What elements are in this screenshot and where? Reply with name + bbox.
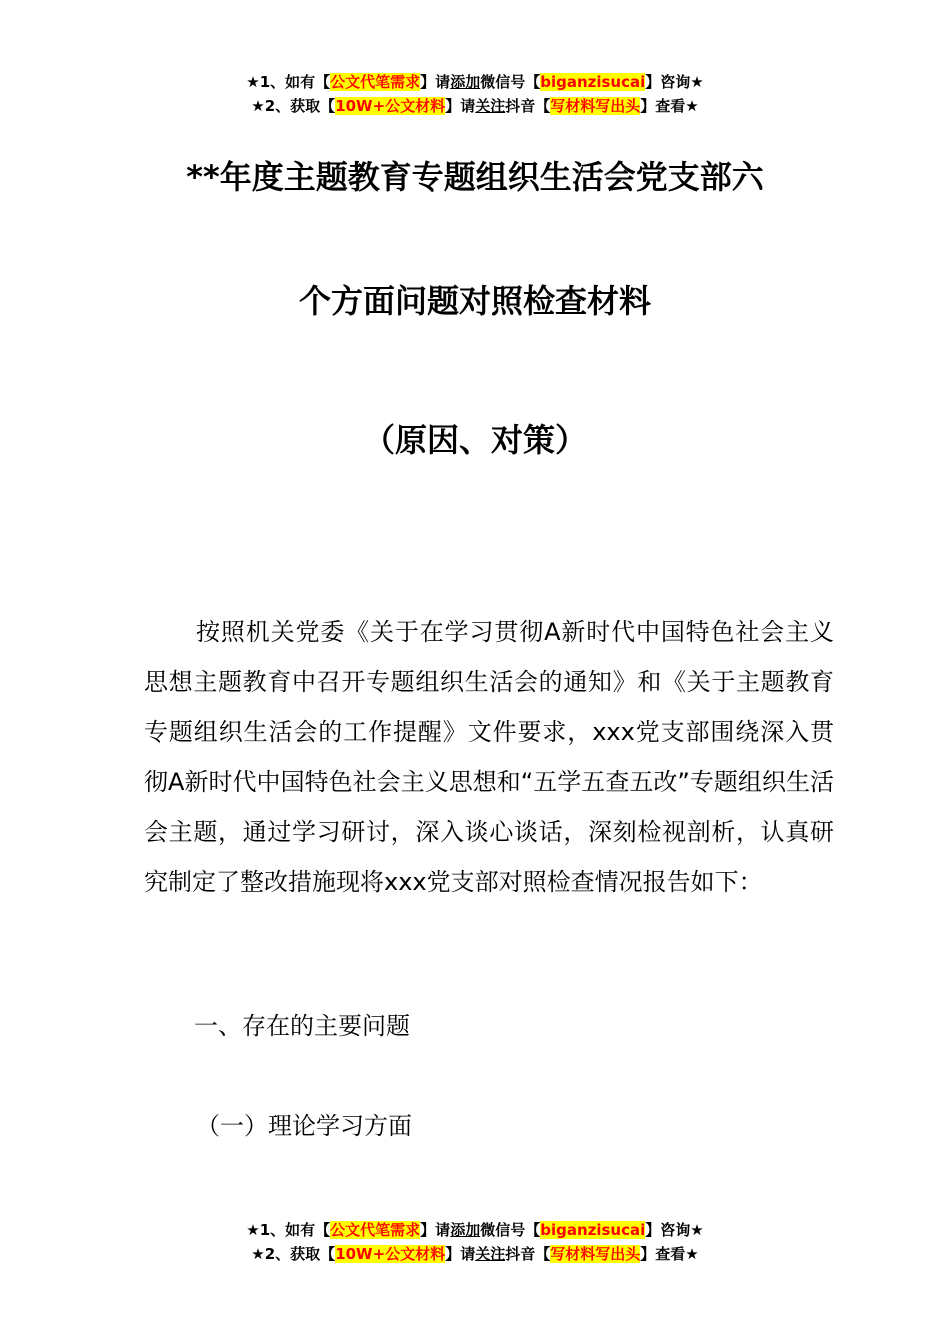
body-paragraph: 按照机关党委《关于在学习贯彻A新时代中国特色社会主义思想主题教育中召开专题组织生活会的通知》和《关于主题教育专题组织生活会的工作提醒》文件要求，xxx党支部围绕深入贯彻A新时代中国特色社会主义思想和“五学五查五改”专题组织生活会主题，通过学习研讨，深入谈心谈话，深刻检视剖析，认真研究制定了整改措施现将xxx党支部对照检查情况报告如下： xyxy=(144,618,834,896)
banner-highlight: 公文代笔需求 xyxy=(330,73,421,91)
banner-highlight: 写材料写出头 xyxy=(550,97,641,115)
document-title-line-1: **年度主题教育专题组织生活会党支部六 xyxy=(186,158,764,196)
banner-text: 】请 xyxy=(420,1221,451,1239)
banner-text: 抖音【 xyxy=(505,1245,551,1263)
banner-text: ★2、获取【 xyxy=(251,1245,336,1263)
banner-text: 】咨询★ xyxy=(645,73,704,91)
banner-text: 微信号【 xyxy=(480,73,541,91)
banner-text: 抖音【 xyxy=(505,97,551,115)
subsection-heading: （一）理论学习方面 xyxy=(196,1112,412,1140)
banner-text: 】查看★ xyxy=(640,97,699,115)
banner-text: ★1、如有【 xyxy=(246,73,331,91)
document-subtitle: （原因、对策） xyxy=(362,421,587,459)
banner-underlined: 关注 xyxy=(475,97,506,115)
banner-text: 】请 xyxy=(445,97,476,115)
banner-text: ★1、如有【 xyxy=(246,1221,331,1239)
banner-line-2 xyxy=(0,94,950,118)
section-heading: 一、存在的主要问题 xyxy=(194,1012,410,1040)
banner-highlight: 公文代笔需求 xyxy=(330,1221,421,1239)
banner-text: ★2、获取【 xyxy=(251,97,336,115)
banner-text: 】查看★ xyxy=(640,1245,699,1263)
banner-line-2 xyxy=(0,1242,950,1266)
banner-line-1 xyxy=(0,1218,950,1242)
banner-text: 】请 xyxy=(445,1245,476,1263)
banner-line-1 xyxy=(0,70,950,94)
document-title-line-2: 个方面问题对照检查材料 xyxy=(298,282,651,320)
banner-highlight: 写材料写出头 xyxy=(550,1245,641,1263)
banner-text: 微信号【 xyxy=(480,1221,541,1239)
banner-underlined: 关注 xyxy=(475,1245,506,1263)
banner-highlight: biganzisucai xyxy=(540,73,646,91)
banner-text: 】请 xyxy=(420,73,451,91)
banner-text: 】咨询★ xyxy=(645,1221,704,1239)
bottom-banner xyxy=(0,1218,950,1266)
banner-highlight: 10W+公文材料 xyxy=(335,97,446,115)
banner-highlight: 10W+公文材料 xyxy=(335,1245,446,1263)
top-banner xyxy=(0,70,950,118)
banner-underlined: 添加 xyxy=(450,73,481,91)
banner-highlight: biganzisucai xyxy=(540,1221,646,1239)
banner-underlined: 添加 xyxy=(450,1221,481,1239)
